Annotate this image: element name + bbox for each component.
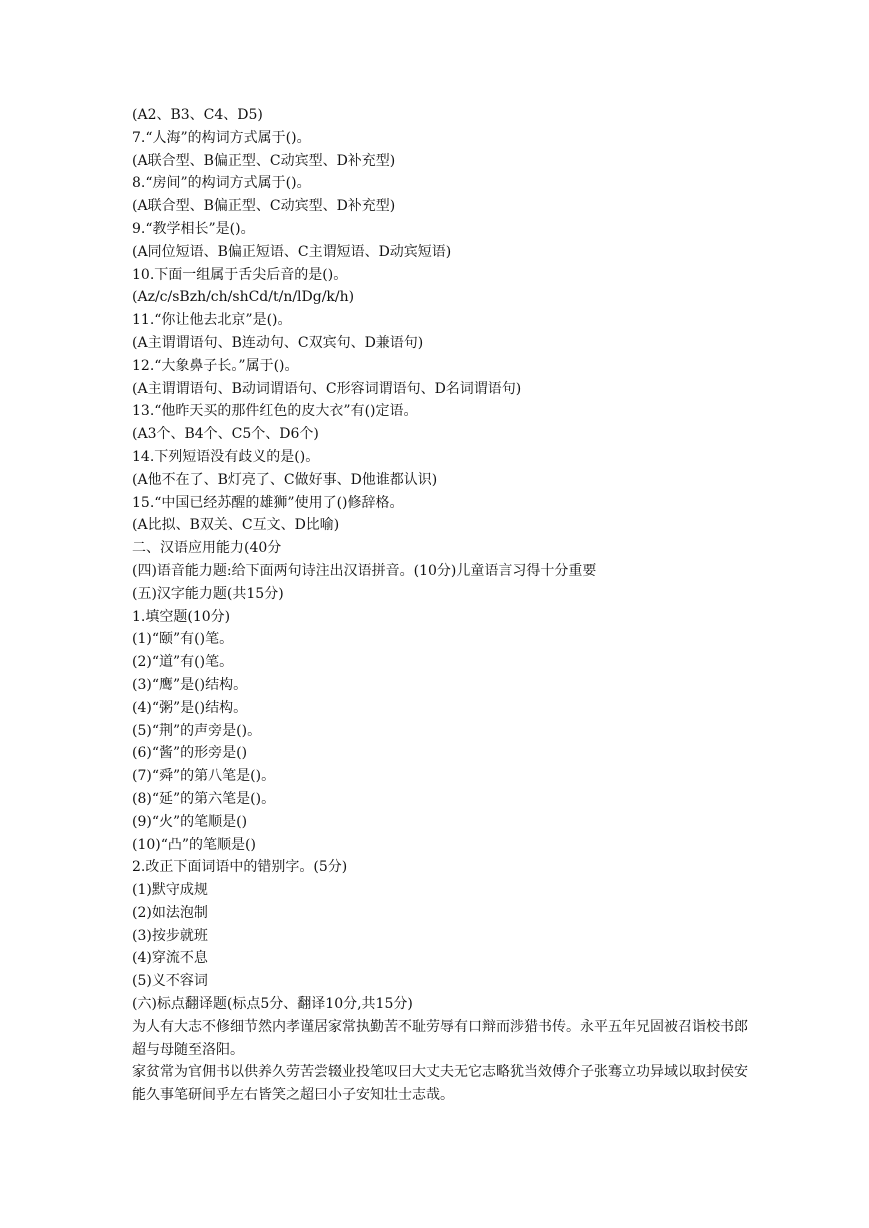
fill-in-item: (2)“道”有()笔。	[132, 654, 234, 671]
question-12-options: (A主谓谓语句、B动词谓语句、C形容词谓语句、D名词谓语句)	[132, 380, 522, 397]
text-line: (A2、B3、C4、D5)	[132, 107, 263, 123]
correction-item: (4)穿流不息	[132, 950, 208, 967]
question-14: 14.下列短语没有歧义的是()。	[132, 448, 320, 465]
correction-item: (3)按步就班	[132, 927, 208, 944]
question-8: 8.“房间”的构词方式属于()。	[132, 175, 311, 192]
correction-item: (1)默守成规	[132, 882, 208, 899]
question-14-options: (A他不在了、B灯亮了、C做好事、D他谁都认识)	[132, 471, 438, 488]
question-15: 15.“中国已经苏醒的雄狮”使用了()修辞格。	[132, 494, 404, 511]
fill-in-item: (7)“舜”的第八笔是()。	[132, 768, 276, 785]
question-15-options: (A比拟、B双关、C互文、D比喻)	[132, 517, 340, 534]
question-7-options: (A联合型、B偏正型、C动宾型、D补充型)	[132, 152, 396, 169]
fill-in-item: (6)“酱”的形旁是()	[132, 745, 248, 762]
question-13: 13.“他昨天买的那件红色的皮大衣”有()定语。	[132, 403, 418, 420]
document-page	[132, 104, 752, 1107]
question-13-options: (A3个、B4个、C5个、D6个)	[132, 426, 319, 443]
section-5-heading: (五)汉字能力题(共15分)	[132, 585, 284, 602]
question-11-options: (A主谓谓语句、B连动句、C双宾句、D兼语句)	[132, 334, 424, 351]
question-12: 12.“大象鼻子长。”属于()。	[132, 357, 299, 374]
question-8-options: (A联合型、B偏正型、C动宾型、D补充型)	[132, 198, 396, 215]
section-heading: 二、汉语应用能力(40分	[132, 540, 282, 557]
section-6-heading: (六)标点翻译题(标点5分、翻译10分,共15分)	[132, 996, 413, 1013]
question-10: 10.下面一组属于舌尖后音的是()。	[132, 266, 348, 283]
correction-item: (2)如法泡制	[132, 904, 208, 921]
question-11: 11.“你让他去北京”是()。	[132, 312, 292, 329]
fill-in-item: (5)“荆”的声旁是()。	[132, 722, 262, 739]
question-9-options: (A同位短语、B偏正短语、C主谓短语、D动宾短语)	[132, 243, 452, 260]
section-4-heading: (四)语音能力题:给下面两句诗注出汉语拼音。(10分)儿童语言习得十分重要	[132, 562, 597, 579]
fill-in-item: (10)“凸”的笔顺是()	[132, 836, 256, 853]
question-10-options: (Az/c/sBzh/ch/shCd/t/n/lDg/k/h)	[132, 289, 355, 306]
passage-paragraph: 家贫常为官佣书以供养久劳苦尝辍业投笔叹曰大丈夫无它志略犹当效傅介子张骞立功异域以取封侯安能久事笔研间乎左右皆笑之超曰小子安知壮士志哉。	[132, 1064, 748, 1104]
fill-in-heading: 1.填空题(10分)	[132, 608, 231, 625]
question-7: 7.“人海”的构词方式属于()。	[132, 129, 311, 146]
fill-in-item: (8)“延”的第六笔是()。	[132, 790, 276, 807]
fill-in-item: (4)“粥”是()结构。	[132, 699, 248, 716]
passage-paragraph: 为人有大志不修细节然内孝谨居家常执勤苦不耻劳辱有口辩而涉猎书传。永平五年兄固被召诣校书郎超与母随至洛阳。	[132, 1018, 748, 1058]
question-9: 9.“教学相长”是()。	[132, 220, 255, 237]
fill-in-item: (3)“鹰”是()结构。	[132, 676, 248, 693]
fill-in-item: (1)“颐”有()笔。	[132, 631, 234, 648]
fill-in-item: (9)“火”的笔顺是()	[132, 813, 248, 830]
correction-heading: 2.改正下面词语中的错别字。(5分)	[132, 859, 348, 876]
correction-item: (5)义不容词	[132, 973, 208, 990]
